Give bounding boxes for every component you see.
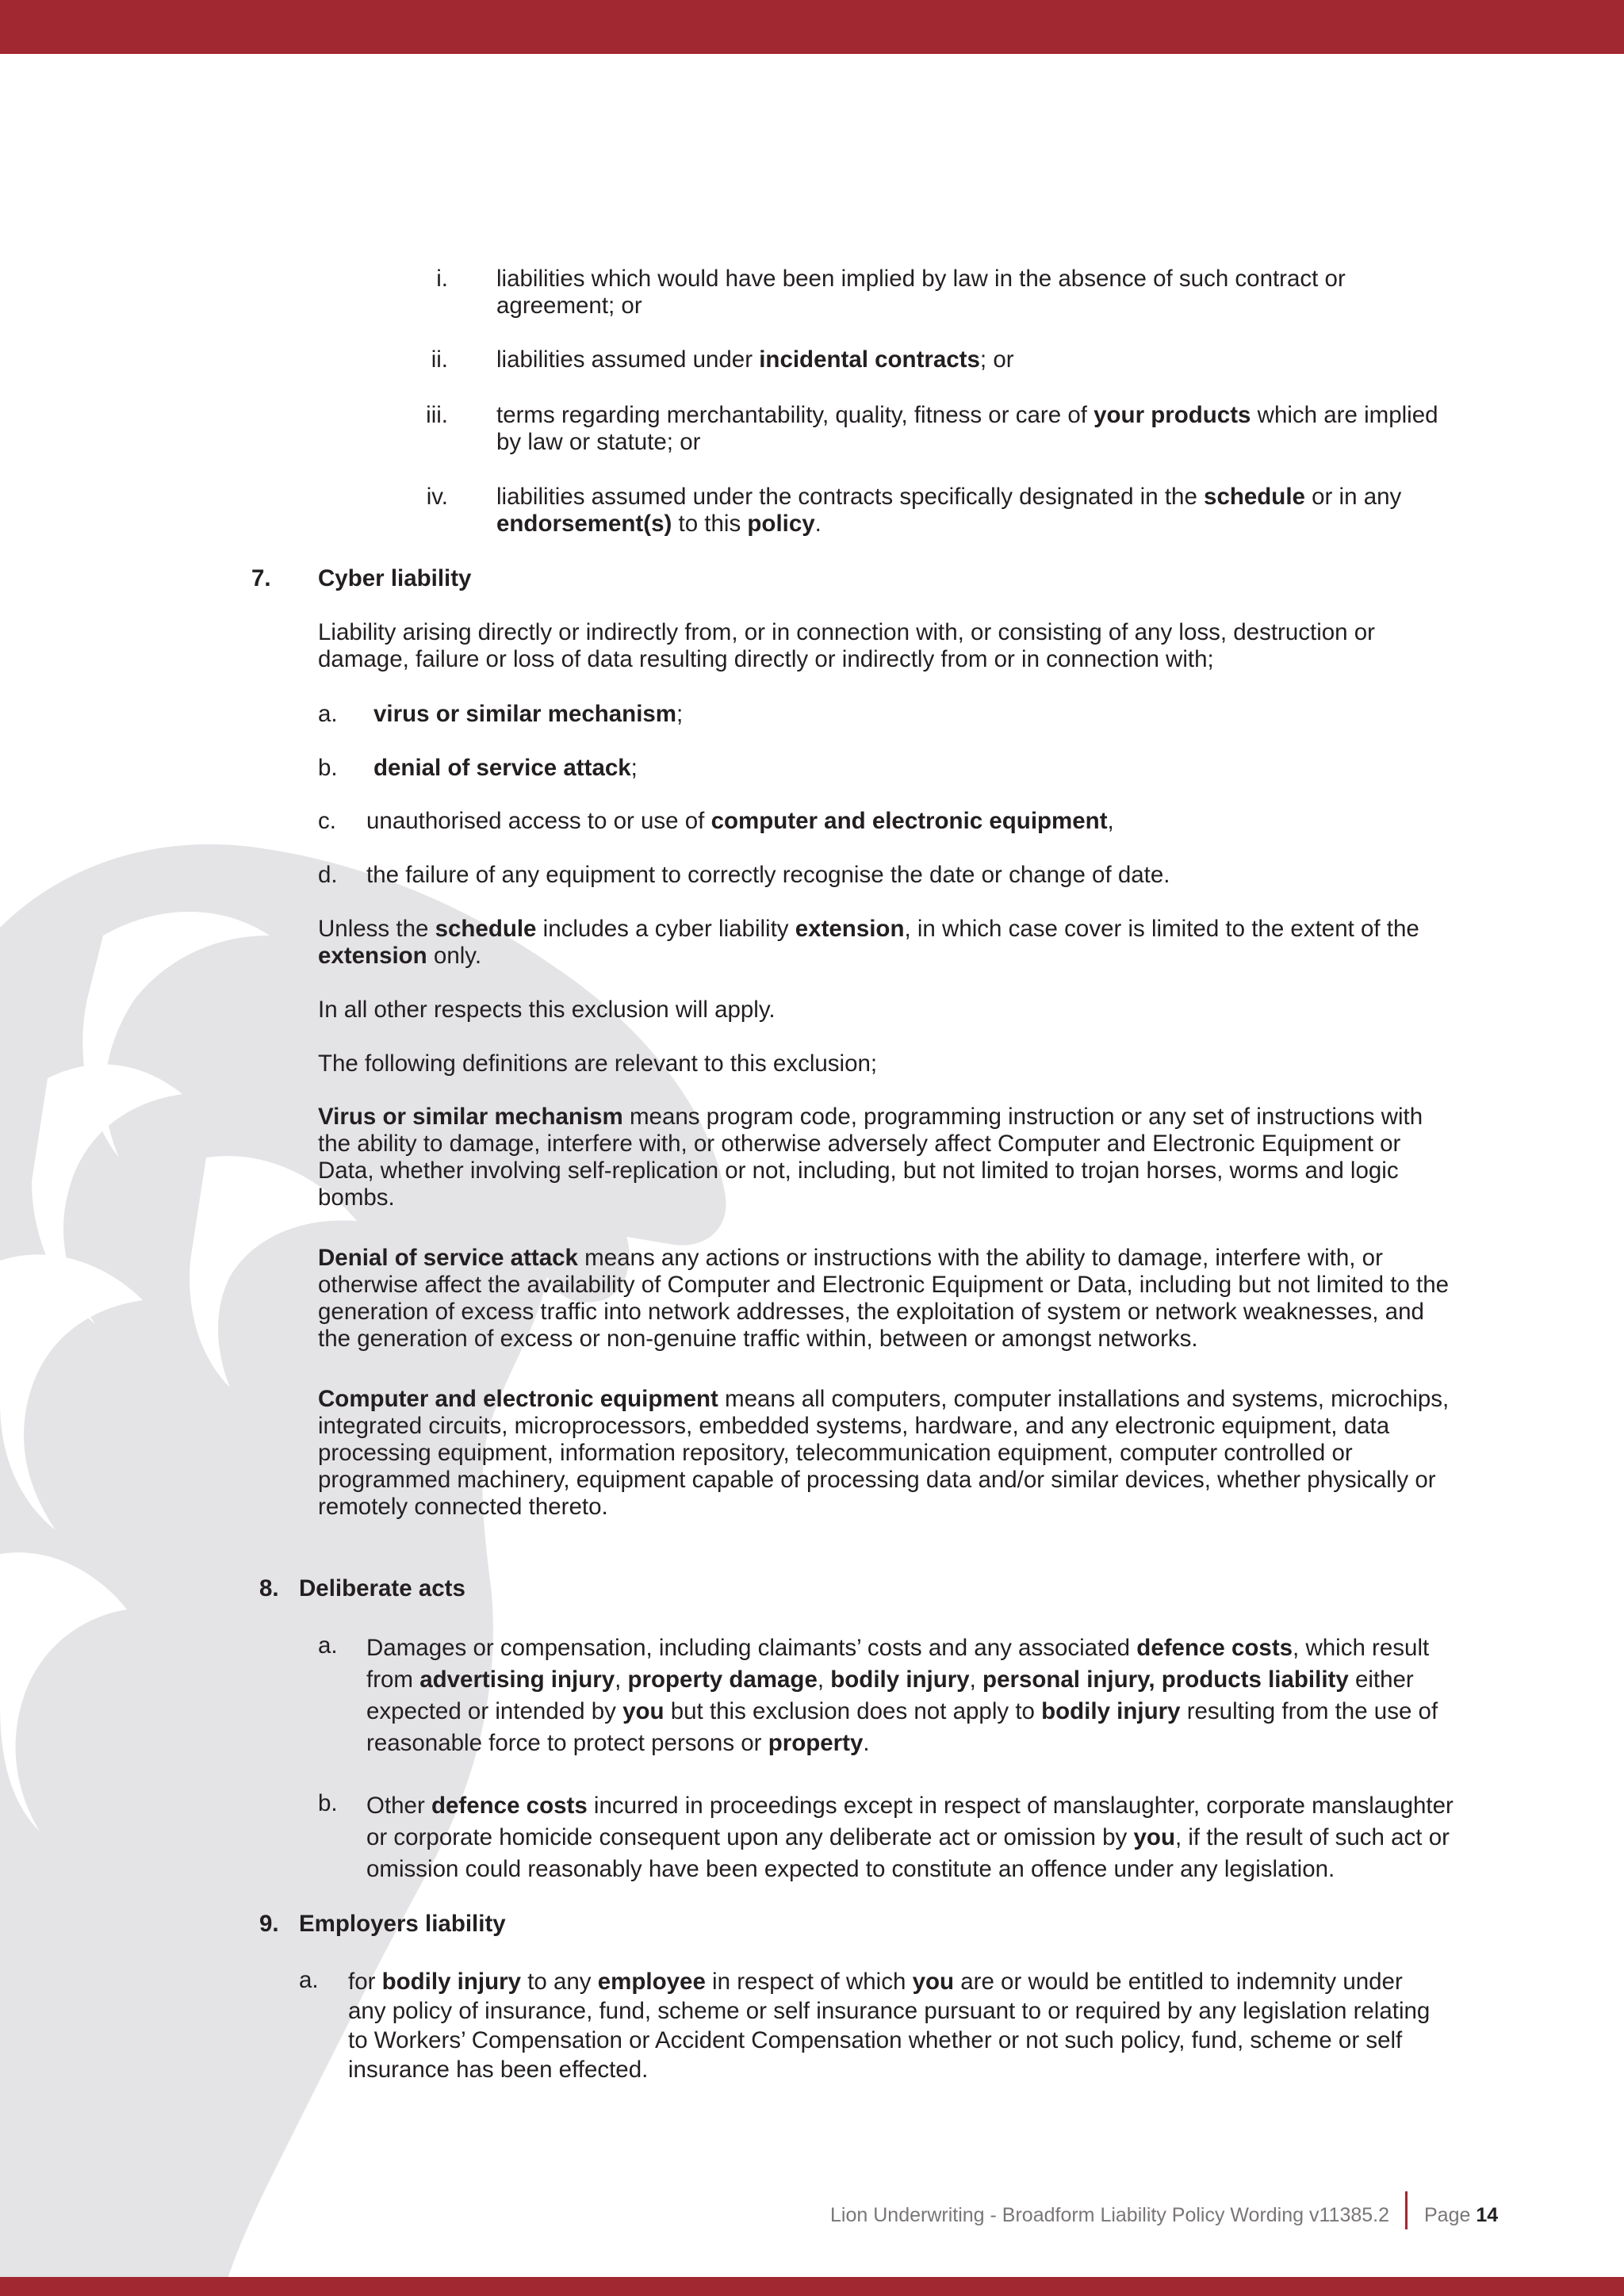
footer-separator	[1405, 2191, 1408, 2229]
definition-computer-equipment: Computer and electronic equipment means all computers, computer installations and systems, microchips, integrated circuits, microprocessors, embedded systems, hardware, and any electronic equipment, data processing equipment, information repository, telecommunication equipment, computer controlled or programmed machinery, equipment capable of processing data and/or similar devices, whether physically or remotely connected thereto.	[318, 1386, 1450, 1520]
paragraph: In all other respects this exclusion will apply.	[318, 997, 776, 1023]
definition-virus: Virus or similar mechanism means program code, programming instruction or any set of instructions with the ability to damage, interfere with, or otherwise adversely affect Computer and Electronic Equipment or Data, whether involving self-replication or not, including, but not limited to trojan horses, worms and logic bombs.	[318, 1104, 1423, 1211]
list-marker: a.	[318, 701, 338, 727]
section-number: 8.	[259, 1575, 279, 1601]
list-item: liabilities which would have been implied by law in the absence of such contract or agreement; or	[496, 266, 1346, 319]
list-marker: b.	[318, 755, 338, 781]
list-item: Other defence costs incurred in proceedings except in respect of manslaughter, corporate manslaughter or corporate homicide consequent upon any deliberate act or omission by you, if the result of such act or omission could reasonably have been expected to constitute an offence under any legislation.	[366, 1793, 1454, 1882]
list-item: denial of service attack;	[373, 755, 638, 781]
list-item: for bodily injury to any employee in respect of which you are or would be entitled to indemnity under any policy of insurance, fund, scheme or self insurance pursuant to or required by any legislation relating to Workers’ Compensation or Accident Compensation whether or not such policy, fund, scheme or self insurance has been effected.	[348, 1969, 1431, 2083]
list-marker: d.	[318, 862, 338, 888]
footer-document-title: Lion Underwriting - Broadform Liability Policy Wording v11385.2	[830, 2204, 1389, 2226]
section-number: 7.	[251, 565, 271, 591]
list-marker: iii.	[426, 402, 448, 428]
section-number: 9.	[259, 1911, 279, 1937]
list-marker: a.	[318, 1632, 338, 1659]
list-marker: iv.	[426, 484, 448, 510]
top-brand-band	[0, 0, 1624, 54]
list-item: Damages or compensation, including claimants’ costs and any associated defence costs, which result from advertising injury, property damage, bodily injury, personal injury, products liability either expected or intended by you but this exclusion does not apply to bodily injury resulting from the use of reasonable force to protect persons or property.	[366, 1635, 1438, 1756]
list-item: terms regarding merchantability, quality, fitness or care of your products which are implied by law or statute; or	[496, 402, 1438, 455]
list-marker: a.	[299, 1967, 319, 1993]
list-item: liabilities assumed under the contracts specifically designated in the schedule or in any endorsement(s) to this policy.	[496, 484, 1402, 537]
paragraph: Liability arising directly or indirectly from, or in connection with, or consisting of any loss, destruction or damage, failure or loss of data resulting directly or indirectly from or in connection with;	[318, 619, 1375, 672]
list-marker: b.	[318, 1790, 338, 1816]
footer-page-number: Page 14	[1424, 2204, 1499, 2226]
list-marker: ii.	[431, 346, 448, 373]
definition-denial-of-service: Denial of service attack means any actions or instructions with the ability to damage, interfere with, or otherwise affect the availability of Computer and Electronic Equipment or Data, including but not limited to the generation of excess traffic into network addresses, the exploitation of system or network weaknesses, and the generation of excess or non-genuine traffic within, between or amongst networks.	[318, 1245, 1450, 1352]
list-item: liabilities assumed under incidental contracts; or	[496, 346, 1014, 373]
bottom-brand-band	[0, 2277, 1624, 2296]
paragraph: Unless the schedule includes a cyber liability extension, in which case cover is limited to the extent of the extension only.	[318, 916, 1419, 969]
list-item: the failure of any equipment to correctly recognise the date or change of date.	[366, 862, 1170, 888]
paragraph: The following definitions are relevant to this exclusion;	[318, 1050, 878, 1077]
list-marker: c.	[318, 808, 336, 834]
list-item: virus or similar mechanism;	[373, 701, 684, 727]
section-heading: Deliberate acts	[299, 1575, 465, 1601]
section-heading: Cyber liability	[318, 565, 472, 591]
list-marker: i.	[436, 266, 448, 292]
section-heading: Employers liability	[299, 1911, 506, 1937]
list-item: unauthorised access to or use of computer and electronic equipment,	[366, 808, 1114, 834]
